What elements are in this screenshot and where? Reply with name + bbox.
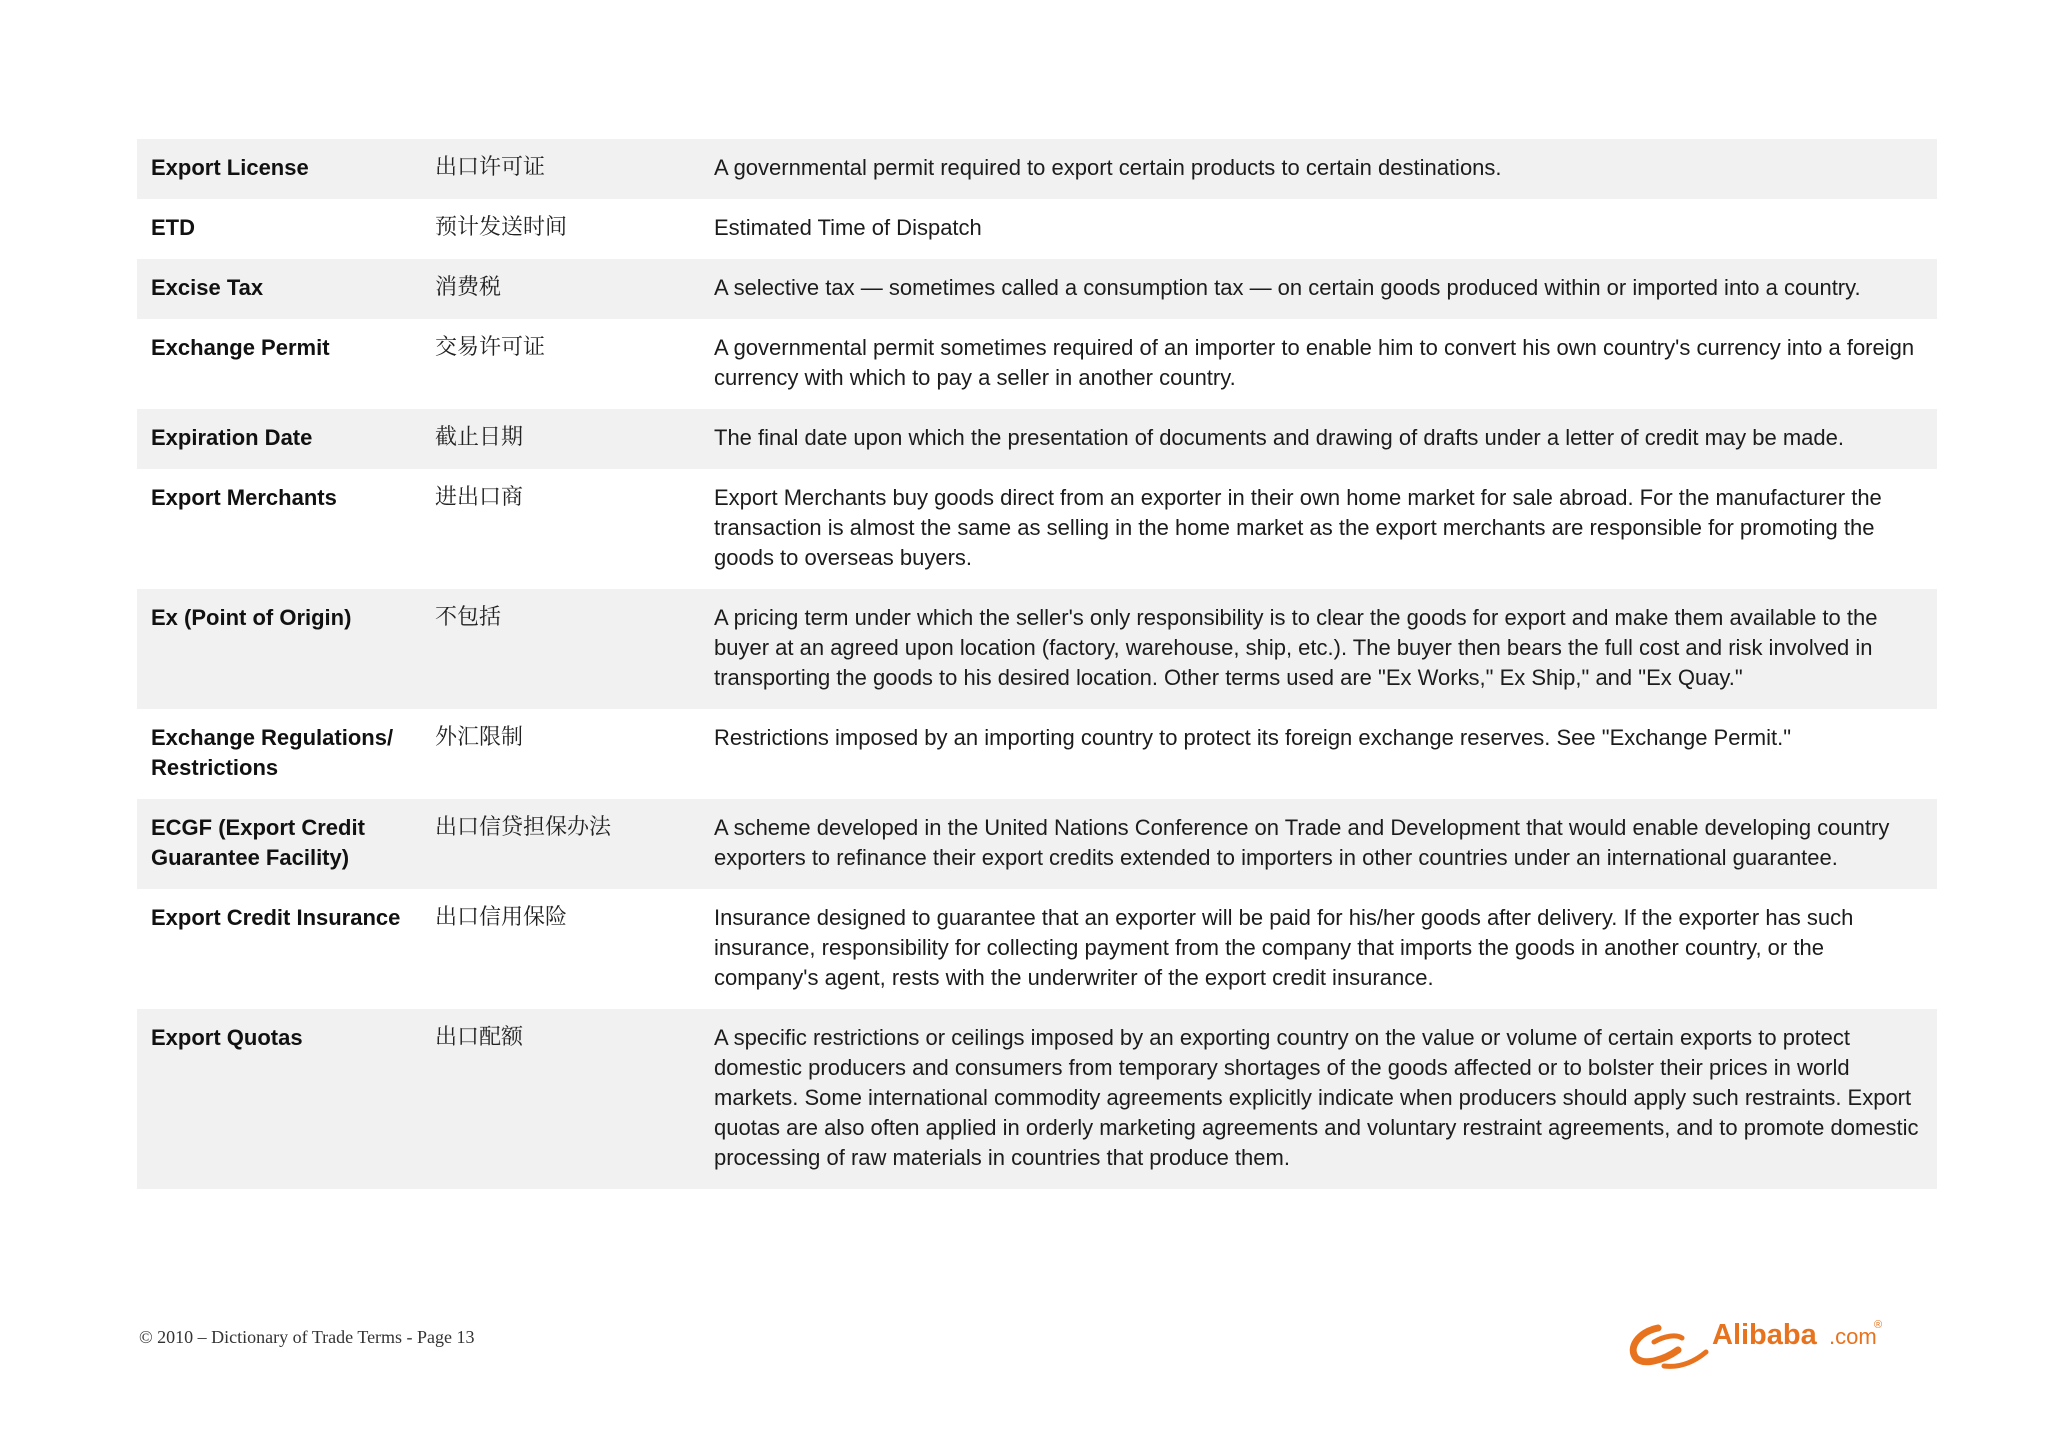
term-definition: Restrictions imposed by an importing country to protect its foreign exchange reserves. See "Exchange Permit." [712, 709, 1937, 799]
term-name: ETD [137, 199, 417, 259]
term-row [137, 469, 1937, 589]
term-row [137, 319, 1937, 409]
term-definition: A pricing term under which the seller's only responsibility is to clear the goods for export and make them available to the buyer at an agreed upon location (factory, warehouse, ship, etc.). The buyer then bears the full cost and risk involved in transporting the goods to his desired location. Other terms used are "Ex Works," Ex Ship," and "Ex Quay." [712, 589, 1937, 709]
term-name: Expiration Date [137, 409, 417, 469]
term-name: Excise Tax [137, 259, 417, 319]
term-definition: A specific restrictions or ceilings imposed by an exporting country on the value or volume of certain exports to protect domestic producers and consumers from temporary shortages of the goods affected or to bolster their prices in world markets. Some international commodity agreements explicitly indicate when producers should apply such restraints. Export quotas are also often applied in orderly marketing agreements and voluntary restraint agreements, and to promote domestic processing of raw materials in countries that produce them. [712, 1009, 1937, 1189]
term-chinese: 出口信用保险 [417, 889, 712, 1009]
term-name: Export Quotas [137, 1009, 417, 1189]
term-row [137, 1009, 1937, 1189]
term-chinese: 外汇限制 [417, 709, 712, 799]
alibaba-logo [1624, 1308, 1924, 1372]
page-footer: © 2010 – Dictionary of Trade Terms - Page 13 [139, 1327, 475, 1347]
term-definition: Insurance designed to guarantee that an exporter will be paid for his/her goods after delivery. If the exporter has such insurance, responsibility for collecting payment from the company that imports the goods in another country, or the company's agent, rests with the underwriter of the export credit insurance. [712, 889, 1937, 1009]
term-chinese: 出口信贷担保办法 [417, 799, 712, 889]
logo-wordmark: Alibaba [1712, 1319, 1817, 1351]
term-row [137, 259, 1937, 319]
term-chinese: 出口许可证 [417, 139, 712, 199]
term-chinese: 进出口商 [417, 469, 712, 589]
term-name: Exchange Permit [137, 319, 417, 409]
term-name: Export Merchants [137, 469, 417, 589]
term-definition: A governmental permit sometimes required of an importer to enable him to convert his own country's currency into a foreign currency with which to pay a seller in another country. [712, 319, 1937, 409]
term-chinese: 预计发送时间 [417, 199, 712, 259]
terms-table [137, 139, 1937, 1189]
logo-suffix: .com [1829, 1324, 1877, 1349]
term-row [137, 799, 1937, 889]
term-chinese: 出口配额 [417, 1009, 712, 1189]
alibaba-smile-icon [1633, 1328, 1706, 1366]
term-name: Exchange Regulations/ Restrictions [137, 709, 417, 799]
term-name: Export Credit Insurance [137, 889, 417, 1009]
terms-body [137, 139, 1937, 1189]
term-name: Ex (Point of Origin) [137, 589, 417, 709]
term-chinese: 截止日期 [417, 409, 712, 469]
term-chinese: 消费税 [417, 259, 712, 319]
term-row [137, 139, 1937, 199]
term-definition: Estimated Time of Dispatch [712, 199, 1937, 259]
term-definition: A governmental permit required to export certain products to certain destinations. [712, 139, 1937, 199]
term-row [137, 199, 1937, 259]
term-row [137, 709, 1937, 799]
term-row [137, 589, 1937, 709]
term-name: ECGF (Export Credit Guarantee Facility) [137, 799, 417, 889]
term-definition: Export Merchants buy goods direct from an exporter in their own home market for sale abroad. For the manufacturer the transaction is almost the same as selling in the home market as the export merchants are responsible for promoting the goods to overseas buyers. [712, 469, 1937, 589]
term-definition: A selective tax — sometimes called a consumption tax — on certain goods produced within or imported into a country. [712, 259, 1937, 319]
term-row [137, 409, 1937, 469]
term-name: Export License [137, 139, 417, 199]
term-definition: The final date upon which the presentation of documents and drawing of drafts under a letter of credit may be made. [712, 409, 1937, 469]
term-chinese: 不包括 [417, 589, 712, 709]
term-chinese: 交易许可证 [417, 319, 712, 409]
term-row [137, 889, 1937, 1009]
registered-mark: ® [1874, 1319, 1883, 1331]
term-definition: A scheme developed in the United Nations Conference on Trade and Development that would enable developing country exporters to refinance their export credits extended to importers in other countries under an international guarantee. [712, 799, 1937, 889]
